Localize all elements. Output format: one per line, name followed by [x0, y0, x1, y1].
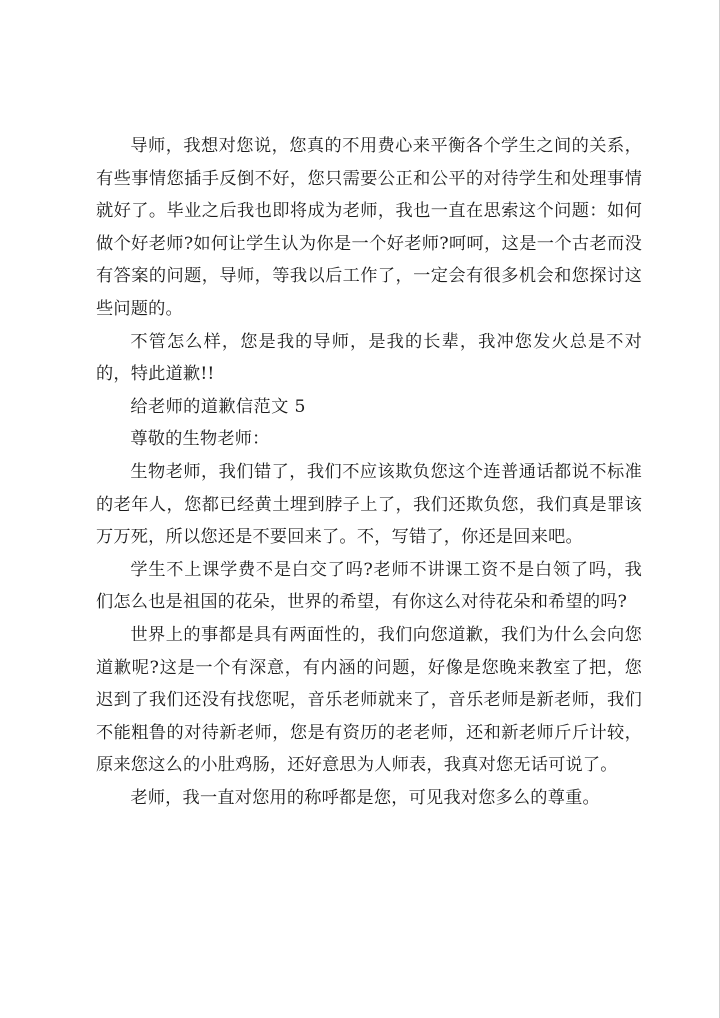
paragraph-apology: 不管怎么样，您是我的导师，是我的长辈，我冲您发火总是不对的，特此道歉!!	[96, 331, 642, 385]
paragraph-body-2: 学生不上课学费不是白交了吗?老师不讲课工资不是白领了吗，我们怎么也是祖国的花朵，世界的希望，有你这么对待花朵和希望的吗?	[96, 559, 642, 613]
salutation: 尊敬的生物老师：	[130, 429, 270, 450]
paragraph-body-1: 生物老师，我们错了，我们不应该欺负您这个连普通话都说不标准的老年人，您都已经黄土埋到脖子上了，我们还欺负您，我们真是罪该万万死，所以您还是不要回来了。不，写错了，你还是回来吧。	[96, 461, 642, 548]
section-heading: 给老师的道歉信范文 5	[130, 396, 306, 417]
paragraph-body-4: 老师，我一直对您用的称呼都是您，可见我对您多么的尊重。	[130, 787, 600, 808]
paragraph-body-3: 世界上的事都是具有两面性的，我们向您道歉，我们为什么会向您道歉呢?这是一个有深意，有内涵的问题，好像是您晚来教室了把，您迟到了我们还没有找您呢，音乐老师就来了，音乐老师是新老师，我们不能粗鲁的对待新老师，您是有资历的老老师，还和新老师斤斤计较，原来您这么的小肚鸡肠，还好意思为人师表，我真对您无话可说了。	[96, 624, 642, 776]
paragraph-advice: 导师，我想对您说，您真的不用费心来平衡各个学生之间的关系，有些事情您插手反倒不好，您只需要公正和公平的对待学生和处理事情就好了。毕业之后我也即将成为老师，我也一直在思索这个问题：如何做个好老师?如何让学生认为你是一个好老师?呵呵，这是一个古老而没有答案的问题，导师，等我以后工作了，一定会有很多机会和您探讨这些问题的。	[96, 136, 642, 319]
document-body	[96, 130, 642, 814]
